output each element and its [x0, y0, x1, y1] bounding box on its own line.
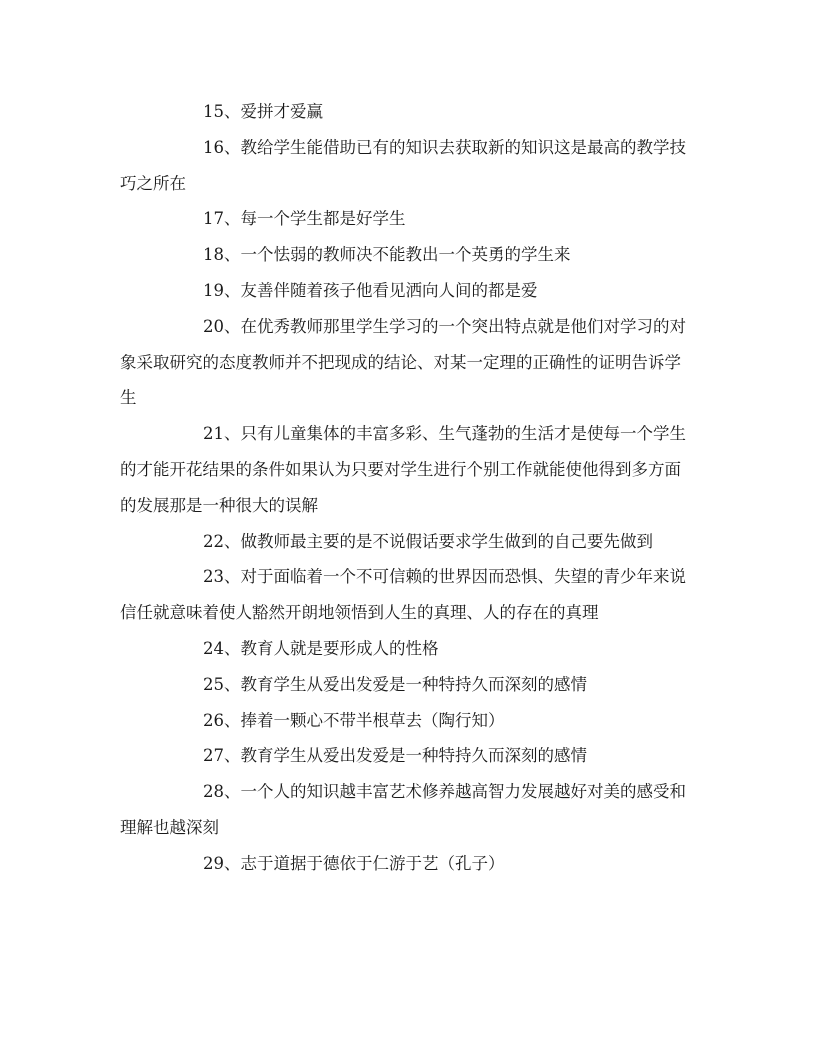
paragraph-15: 15、爱拼才爱赢 — [203, 102, 323, 121]
paragraph-21: 21、只有儿童集体的丰富多彩、生气蓬勃的生活才是使每一个学生的才能开花结果的条件如果认为只要对学生进行个别工作就能使他得到多方面的发展那是一种很大的误解 — [120, 424, 686, 515]
paragraph-26: 26、捧着一颗心不带半根草去（陶行知） — [203, 710, 505, 730]
paragraph-19: 19、友善伴随着孩子他看见洒向人间的都是爱 — [203, 280, 538, 300]
paragraph-20: 20、在优秀教师那里学生学习的一个突出特点就是他们对学习的对象采取研究的态度教师并不把现成的结论、对某一定理的正确性的证明告诉学生 — [120, 316, 686, 408]
document-body — [120, 94, 695, 882]
paragraph-22: 22、做教师最主要的是不说假话要求学生做到的自己要先做到 — [203, 531, 653, 551]
paragraph-17: 17、每一个学生都是好学生 — [203, 209, 406, 229]
paragraph-28: 28、一个人的知识越丰富艺术修养越高智力发展越好对美的感受和理解也越深刻 — [120, 782, 686, 837]
paragraph-24: 24、教育人就是要形成人的性格 — [203, 638, 439, 658]
paragraph-16: 16、教给学生能借助已有的知识去获取新的知识这是最高的教学技巧之所在 — [120, 137, 686, 193]
paragraph-23: 23、对于面临着一个不可信赖的世界因而恐惧、失望的青少年来说信任就意味着使人豁然开朗地领悟到人生的真理、人的存在的真理 — [120, 567, 686, 623]
paragraph-25: 25、教育学生从爱出发爱是一种特持久而深刻的感情 — [203, 674, 587, 694]
paragraph-18: 18、一个怯弱的教师决不能教出一个英勇的学生来 — [203, 245, 571, 265]
paragraph-27: 27、教育学生从爱出发爱是一种特持久而深刻的感情 — [203, 746, 587, 766]
paragraph-29: 29、志于道据于德依于仁游于艺（孔子） — [203, 853, 505, 873]
